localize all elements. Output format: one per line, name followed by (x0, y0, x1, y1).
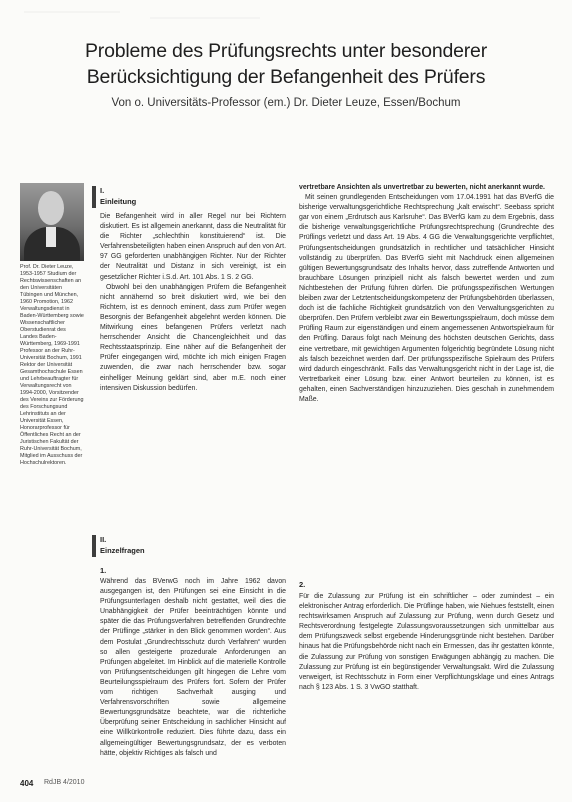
section-marker-bar (92, 535, 96, 557)
column-1-section-2 (20, 577, 286, 777)
section-2-paragraph: Während das BVerwG noch im Jahre 1962 davon ausgegangen ist, den Prüfungen sei eine Einsicht in die Prüfungsunterlagen deshalb nicht gestattet, weil dies die Unabhängigkeit der Prüfer beeinträchtigen könnte und später die das Prüfungsverfahren betreffenden Grundrechte der Prüflinge „stärker in den Blick genommen worden“. Aus dem Postulat „Grundrechtsschutz durch Verfahren“ wurden so allen gesteigerte prozedurale Anforderungen an Prüfungen abgeleitet. Im Hinblick auf die materielle Kontrolle von Prüfungsentscheidungen gilt hingegen die Lehre vom Beurteilungsspielraum des Prüfers fort. Sofern der Prüfer vom richtigen Sachverhalt ausging und Verfahrensvorschriften sowie allgemeine Bewertungsgrundsätze beachtete, war die richterliche Überprüfung seiner Entscheidung in sachlicher Hinsicht auf eine Willkürkontrolle reduziert. Dies führte dazu, dass ein allgemeingültiger Bewertungsgrundsatz, der es verboten hätte, objektiv Richtiges als falsch und (100, 578, 286, 757)
author-bio: Prof. Dr. Dieter Leuze, 1953-1957 Studium der Rechtswissenschaften an den Universitäten Tübingen und München, 1960 Promotion, 1962 Verwaltungsdienst in Baden-Württemberg sowie Wissenschaftlicher Oberstudienrat des Landes Baden-Württemberg, 1969-1991 Professor an der Ruhr-Universität Bochum, 1991 Rektor der Universität Gesamthochschule Essen und Lehrbeauftragter für Verwaltungsrecht von 1994-2000, Vorsitzender des Vereins zur Förderung des Forschungsund Lehrinstituts an der Universität Essen, Honorarprofessor für Öffentliches Recht an der Juristischen Fakultät der Ruhr-Universität Bochum, Mitglied im Ausschuss der Hochschulrektoren. (20, 264, 84, 466)
section-marker-bar (92, 186, 96, 208)
section-2-number: II. (100, 535, 107, 544)
column-2-lower (299, 592, 554, 768)
scan-noise-header (0, 0, 572, 40)
author-byline: Von o. Universitäts-Professor (em.) Dr. Dieter Leuze, Essen/Bochum (111, 97, 461, 109)
page-number: 404 (20, 779, 34, 788)
subsection-2-paragraph: Für die Zulassung zur Prüfung ist ein schriftlicher – oder zumindest – ein elektronischer Antrag erforderlich. Die Prüflinge haben, wie Niehues feststellt, einen rechtswirksamen Anspruch auf Zulassung zur Prüfung, wenn durch Gesetz und Rechtsverordnung festgelegte Zulassungsvoraussetzungen sich unmittelbar aus dem Prüfungszweck selbst ergebende Hinderungsgründe nicht bestehen. Darüber hinaus hat die Prüfungsbehörde nicht nach ein Ermessen, das ihr gestatten könnte, die Zulassung zur Prüfung von sonstigen Erwägungen abhängig zu machen. Die Zulassung zur Prüfung ist ein begünstigender Verwaltungsakt. Wird die Zulassung verweigert, ist Rechtsschutz in Form einer Verpflichtungsklage und eines Antrags nach § 123 Abs. 1 S. 3 VwGO statthaft. (299, 593, 554, 691)
col2-paragraph-1: vertretbare Ansichten als unvertretbar zu bewerten, nicht anerkannt wurde. (299, 184, 545, 191)
author-portrait-icon (20, 183, 84, 261)
section-1-title: Einleitung (100, 197, 137, 206)
title-line-2: Berücksichtigung der Befangenheit des Prüfers (86, 66, 486, 88)
section-2-title: Einzelfragen (100, 546, 145, 555)
subsection-1-number: 1. (100, 566, 107, 575)
article-title (0, 38, 572, 90)
column-2-upper (299, 183, 554, 565)
col2-paragraph-2: Mit seinen grundlegenden Entscheidungen vom 17.04.1991 hat das BVerfG die bisherige verwaltungsgerichtliche Rechtsprechung „kalt erwischt“. Seebass spricht gar von einem „Erdrutsch aus Karlsruhe“. Das BVerfG kam zu dem Ergebnis, dass die bisherige verwaltungsgerichtliche Prüfungsrechtsprechung (Grundrechte des Prüflings verletzt und dass Art. 19 Abs. 4 GG die Verwaltungsgerichte verpflichtet, Prüfungsentscheidungen grundsätzlich in rechtlicher und tatsächlicher Hinsicht vollständig zu überprüfen. Das BVerfG sieht mit Nachdruck einen allgemeinen gültigen Bewertungsgrundsatz des Inhalts hervor, dass zutreffende Antworten und brauchbare Lösungen prinzipiell nicht als falsch bewertet werden und zum Nichtbestehen der Prüfung führen dürfen. Die prüfungsspezifischen Wertungen bleiben zwar der Letztentscheidungskompetenz der Prüfungsbehörden überlassen, doch ist die fachliche Richtigkeit grundsätzlich von den Verwaltungsgerichten zu überprüfen. Den Prüfern verbleibt zwar ein Bewertungsspielraum, doch müsse dem Prüfling Raum zur eigenständigen und einem angemessenen Antwortspielraum für den Prüfling. Daraus folgt nach Meinung des höchsten deutschen Gerichts, dass eine vertretbare, mit gewichtigen Argumenten folgerichtig begründete Lösung nicht als falsch bezeichnet werden darf. Der prüfungsspezifische Spielraum des Prüfers wird dadurch eingeschränkt. Falls das Verwaltungsgericht nicht in der Lage ist, die Vertretbarkeit einer Lösung bzw. einer Antwort beurteilen zu können, ist es gehalten, einen Sachverständigen hinzuzuziehen. Dies geschah in zunehmendem Maße. (299, 194, 554, 403)
subsection-2-number: 2. (299, 580, 306, 589)
intro-paragraph-2: Obwohl bei den unabhängigen Prüfern die Befangenheit nicht annähernd so breit diskutiert wird, wie bei den Richtern, ist es dennoch eminent, dass zum Prüfer wegen Besorgnis der Befangenheit abgelehnt werden können. Die Mitwirkung eines befangenen Prüfers verletzt nach herrschender Ansicht die Chancengleichheit und das Rechtsstaatsprinzip. Eine näher auf die Befangenheit der Prüfer eingegangen wird, möchte ich mich einigen Fragen zuwenden, die zwar nach herrschender bzw. sogar einhelliger Meinung geklärt sind, aber m.E. noch einer intensiven Diskussion bedürfen. (100, 283, 286, 392)
title-line-1: Probleme des Prüfungsrechts unter besonderer (84, 40, 487, 62)
intro-paragraph-1: Die Befangenheit wird in aller Regel nur bei Richtern diskutiert. Es ist allgemein anerkannt, dass die Neutralität für die Richter „schlechthin konstituierend“ ist. Die Verfahrensbeteiligten haben einen Anspruch auf den von Art. 97 GG geforderten unabhängigen Richter. Nur der Richter der Neutralität und Distanz in sich vereinigt, ist ein gesetzlicher Richter i.S.d. Art. 101 Abs. 1 S. 2 GG. (100, 213, 286, 281)
section-1-number: I. (100, 186, 105, 195)
journal-reference: RdJB 4/2010 (44, 779, 85, 786)
column-1-intro (100, 212, 286, 512)
